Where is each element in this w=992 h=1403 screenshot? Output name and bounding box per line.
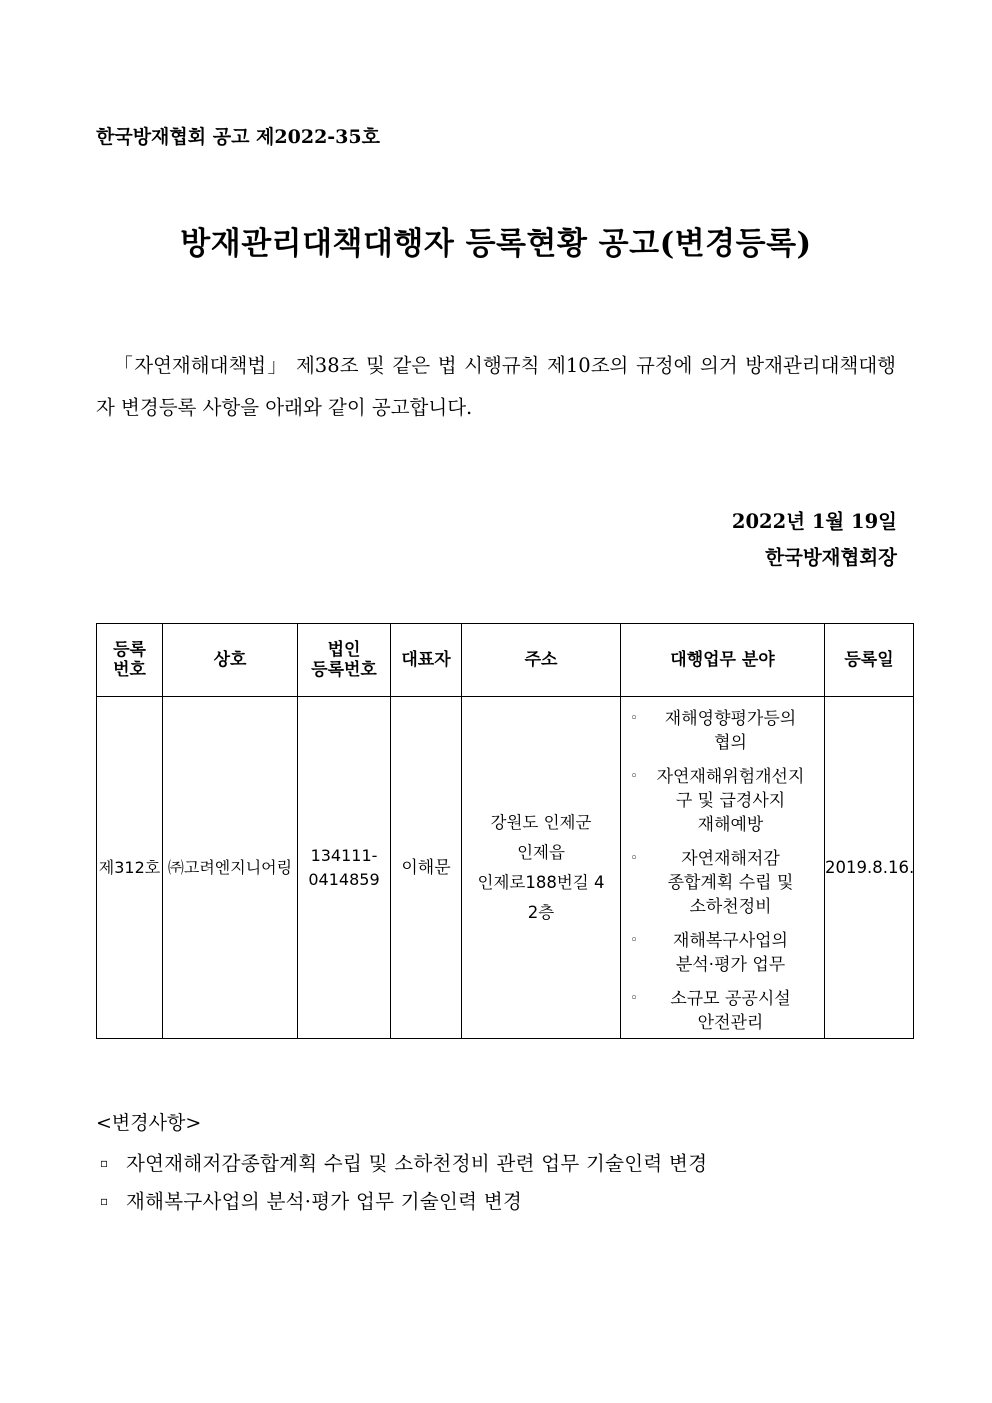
document-title: 방재관리대책대행자 등록현황 공고(변경등록): [180, 226, 812, 262]
cell-reg-no: 제312호: [97, 697, 163, 1039]
change-item: ▫ 재해복구사업의 분석·평가 업무 기술인력 변경: [100, 1190, 523, 1213]
cell-reg-date: 2019.8.16.: [825, 697, 914, 1039]
field-item: ◦ 자연재해저감 종합계획 수립 및 소하천정비: [630, 848, 794, 917]
cell-fields: [621, 697, 825, 1039]
header-representative: 대표자: [391, 624, 462, 697]
field-item: ◦ 자연재해위험개선지 구 및 급경사지 재해예방: [630, 766, 805, 835]
field-item: ◦ 재해영향평가등의 협의: [630, 708, 797, 753]
table-header-row: [97, 624, 914, 697]
body-text: 「자연재해대책법」 제38조 및 같은 법 시행규칙 제10조의 규정에 의거 방재관리대책대행자 변경등록 사항을 아래와 같이 공고합니다.: [96, 354, 896, 419]
cell-representative: 이해문: [391, 697, 462, 1039]
change-item: ▫ 자연재해저감종합계획 수립 및 소하천정비 관련 업무 기술인력 변경: [100, 1152, 708, 1175]
registration-table: [96, 623, 914, 1039]
header-fields: 대행업무 분야: [621, 624, 825, 697]
cell-address: 강원도 인제군 인제읍 인제로188번길 4 2층: [462, 697, 621, 1039]
body-paragraph: [96, 345, 896, 429]
header-corp-no: 법인 등록번호: [298, 624, 391, 697]
square-bullet-icon: ▫: [100, 1156, 109, 1170]
header-company: 상호: [163, 624, 298, 697]
changes-heading: <변경사항>: [96, 1112, 202, 1134]
header-reg-date: 등록일: [825, 624, 914, 697]
header-reg-no: 등록 번호: [97, 624, 163, 697]
field-item: ◦ 소규모 공공시설 안전관리: [630, 988, 791, 1033]
table-row: [97, 697, 914, 1039]
notice-number: 한국방재협회 공고 제2022-35호: [96, 126, 380, 148]
field-item: ◦ 재해복구사업의 분석·평가 업무: [630, 930, 788, 975]
notice-date: 2022년 1월 19일: [731, 510, 897, 533]
header-address: 주소: [462, 624, 621, 697]
cell-company: ㈜고려엔지니어링: [163, 697, 298, 1039]
square-bullet-icon: ▫: [100, 1194, 109, 1208]
cell-corp-no: 134111- 0414859: [298, 697, 391, 1039]
signer: 한국방재협회장: [765, 546, 897, 569]
